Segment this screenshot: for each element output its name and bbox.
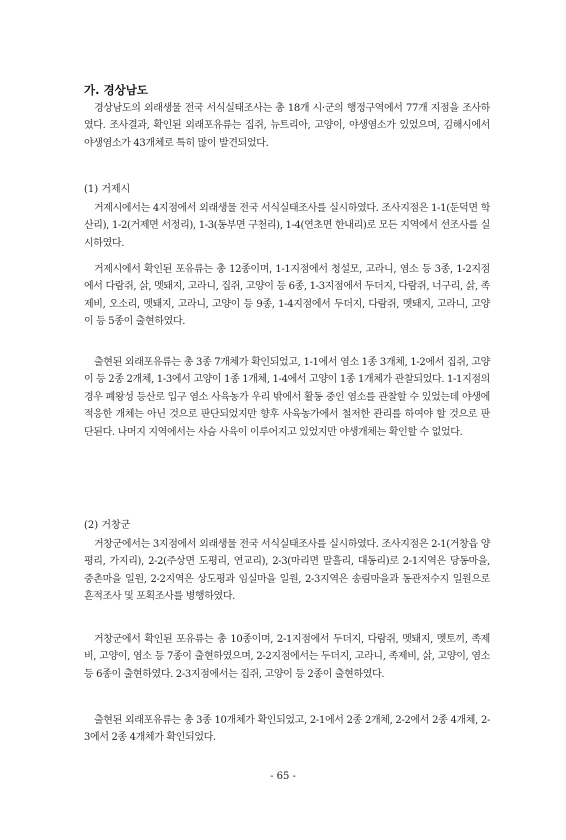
geochang-paragraph-2: 거창군에서 확인된 포유류는 총 10종이며, 2-1지점에서 두더지, 다람쥐, 멧돼지, 멧토끼, 족제비, 고양이, 염소 등 7종이 출현하였으며, 2-2지점에서는 두더지, 고라니, 족제비, 삵, 고양이, 염소 등 6종이 출현하였다. 2-3지점에서는 집쥐, 고양이 등 2종이 출현하였다. xyxy=(84,634,490,680)
geochang-paragraph-1: 거창군에서는 3지점에서 외래생물 전국 서식실태조사를 실시하였다. 조사지점은 2-1(거창읍 양평리, 가지리), 2-2(주상면 도평리, 연교리), 2-3(마리면 말흘리, 대동리)로 2-1지역은 당동마을, 중촌마을 일원, 2-2지역은 상도평과 임실마을 일원, 2-3지역은 송림마을과 동관저수지 일원으로 흔적조사 및 포획조사를 병행하였다. xyxy=(84,539,490,603)
page-number: - 65 - xyxy=(270,771,296,782)
subsection-heading-geoje: (1) 거제시 xyxy=(84,184,131,195)
geoje-paragraph-2: 거제시에서 확인된 포유류는 총 12종이며, 1-1지점에서 청설모, 고라니, 염소 등 3종, 1-2지점에서 다람쥐, 삵, 멧돼지, 고라니, 집쥐, 고양이 등 6종, 1-3지점에서 두더지, 다람쥐, 너구리, 삵, 족제비, 오소리, 멧돼지, 고라니, 고양이 등 9종, 1-4지점에서 두더지, 다람쥐, 멧돼지, 고라니, 고양이 등 5종이 출현하였다. xyxy=(84,264,490,328)
section-heading: 가. 경상남도 xyxy=(84,83,148,97)
geochang-paragraph-3: 출현된 외래포유류는 총 3종 10개체가 확인되었고, 2-1에서 2종 2개체, 2-2에서 2종 4개체, 2-3에서 2종 4개체가 확인되었다. xyxy=(84,715,490,744)
intro-paragraph: 경상남도의 외래생물 전국 서식실태조사는 총 18개 시·군의 행정구역에서 77개 지점을 조사하였다. 조사결과, 확인된 외래포유류는 집쥐, 뉴트리아, 고양이, 야생염소가 있었으며, 김해시에서 야생염소가 43개체로 특히 많이 발견되었다. xyxy=(84,103,490,149)
geoje-paragraph-1: 거제시에서는 4지점에서 외래생물 전국 서식실태조사를 실시하였다. 조사지점은 1-1(둔덕면 학산리), 1-2(거제면 서정리), 1-3(동부면 구천리), 1-4(연초면 한내리)로 모든 지역에서 선조사를 실시하였다. xyxy=(84,203,490,249)
geoje-paragraph-3: 출현된 외래포유류는 총 3종 7개체가 확인되었고, 1-1에서 염소 1종 3개체, 1-2에서 집쥐, 고양이 등 2종 2개체, 1-3에서 고양이 1종 1개체, 1-4에서 고양이 1종 1개체가 관찰되었다. 1-1지점의 경우 폐왕성 등산로 입구 염소 사육농가 우리 밖에서 활동 중인 염소를 관찰할 수 있었는데 야생에 적응한 개체는 아닌 것으로 판단되었지만 향후 사육농가에서 철저한 관리를 하여야 할 것으로 판단된다. 나머지 지역에서는 사슴 사육이 이루어지고 있었지만 야생개체는 확인할 수 없었다. xyxy=(84,357,490,438)
subsection-heading-geochang: (2) 거창군 xyxy=(84,520,131,531)
